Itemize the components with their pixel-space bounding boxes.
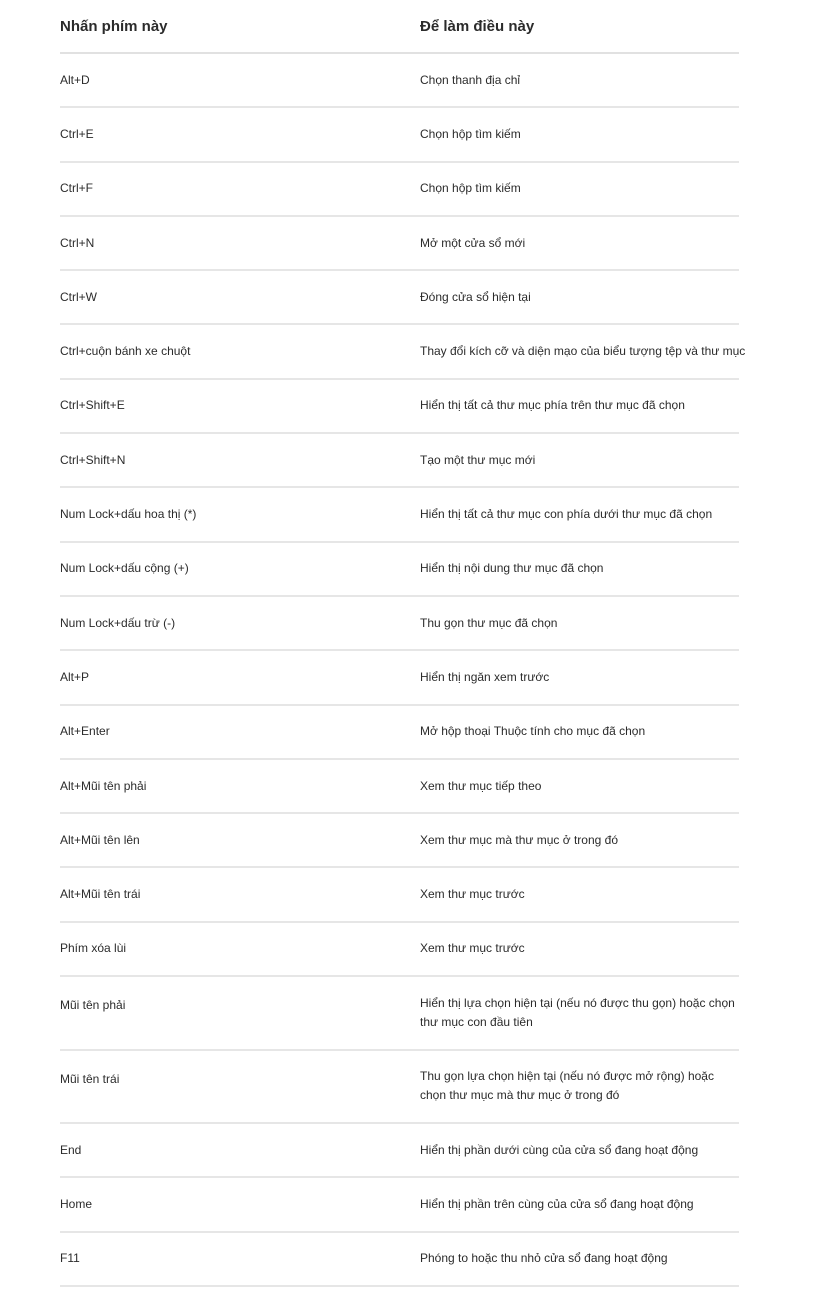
table-row bbox=[60, 759, 739, 813]
table-row bbox=[60, 487, 739, 541]
shortcut-action: Mở hộp thoại Thuộc tính cho mục đã chọn bbox=[420, 705, 739, 759]
shortcut-key: Ctrl+N bbox=[60, 216, 420, 270]
shortcut-key: Alt+Mũi tên lên bbox=[60, 813, 420, 867]
shortcut-key: Mũi tên trái bbox=[60, 1050, 420, 1124]
header-row bbox=[60, 0, 739, 53]
shortcut-action: Chọn hộp tìm kiếm bbox=[420, 162, 739, 216]
table-row bbox=[60, 324, 739, 378]
shortcut-key: Ctrl+cuộn bánh xe chuột bbox=[60, 324, 420, 378]
shortcut-key: Mũi tên phải bbox=[60, 976, 420, 1050]
shortcut-action: Mở một cửa sổ mới bbox=[420, 216, 739, 270]
shortcut-action: Phóng to hoặc thu nhỏ cửa sổ đang hoạt động bbox=[420, 1232, 739, 1286]
table-row bbox=[60, 542, 739, 596]
shortcut-action: Thay đổi kích cỡ và diện mạo của biểu tượng tệp và thư mục bbox=[420, 324, 739, 378]
table-row bbox=[60, 162, 739, 216]
shortcut-key: Ctrl+Shift+N bbox=[60, 433, 420, 487]
shortcut-key: Ctrl+E bbox=[60, 107, 420, 161]
shortcut-key: Home bbox=[60, 1177, 420, 1231]
shortcut-key: F11 bbox=[60, 1232, 420, 1286]
shortcut-table bbox=[60, 0, 746, 1287]
shortcut-action: Xem thư mục trước bbox=[420, 922, 739, 976]
shortcut-key: Alt+D bbox=[60, 53, 420, 107]
shortcut-action: Hiển thị phần trên cùng của cửa sổ đang hoạt động bbox=[420, 1177, 739, 1231]
shortcut-action: Hiển thị nội dung thư mục đã chọn bbox=[420, 542, 739, 596]
shortcut-action: Hiển thị tất cả thư mục phía trên thư mục đã chọn bbox=[420, 379, 739, 433]
table-row bbox=[60, 650, 739, 704]
table-row bbox=[60, 1123, 739, 1177]
shortcut-key: Ctrl+F bbox=[60, 162, 420, 216]
shortcut-action: Chọn thanh địa chỉ bbox=[420, 53, 739, 107]
table-row bbox=[60, 976, 739, 1050]
table-row bbox=[60, 922, 739, 976]
table-row bbox=[60, 813, 739, 867]
shortcut-action: Hiển thị phần dưới cùng của cửa sổ đang hoạt động bbox=[420, 1123, 739, 1177]
table-header bbox=[60, 0, 739, 53]
table-row bbox=[60, 107, 739, 161]
table-row bbox=[60, 867, 739, 921]
shortcut-key: Alt+Mũi tên phải bbox=[60, 759, 420, 813]
shortcut-key: Alt+Mũi tên trái bbox=[60, 867, 420, 921]
shortcut-key: Ctrl+W bbox=[60, 270, 420, 324]
table-body bbox=[60, 53, 746, 1286]
shortcut-key: Num Lock+dấu trừ (-) bbox=[60, 596, 420, 650]
shortcut-key: Alt+Enter bbox=[60, 705, 420, 759]
shortcut-action: Hiển thị lựa chọn hiện tại (nếu nó được thu gọn) hoặc chọn thư mục con đầu tiên bbox=[420, 976, 739, 1050]
shortcut-key: End bbox=[60, 1123, 420, 1177]
table-row bbox=[60, 433, 739, 487]
shortcut-key: Ctrl+Shift+E bbox=[60, 379, 420, 433]
table-row bbox=[60, 596, 739, 650]
shortcut-action: Xem thư mục trước bbox=[420, 867, 739, 921]
shortcut-key: Alt+P bbox=[60, 650, 420, 704]
shortcut-action: Thu gọn thư mục đã chọn bbox=[420, 596, 739, 650]
table-row bbox=[60, 379, 739, 433]
shortcut-action: Thu gọn lựa chọn hiện tại (nếu nó được mở rộng) hoặc chọn thư mục mà thư mục ở trong đó bbox=[420, 1050, 739, 1124]
table-row bbox=[60, 53, 739, 107]
shortcut-key: Phím xóa lùi bbox=[60, 922, 420, 976]
shortcut-action: Hiển thị tất cả thư mục con phía dưới thư mục đã chọn bbox=[420, 487, 739, 541]
table-row bbox=[60, 705, 739, 759]
header-action: Để làm điều này bbox=[420, 0, 739, 53]
table-row bbox=[60, 270, 739, 324]
shortcut-action: Đóng cửa sổ hiện tại bbox=[420, 270, 739, 324]
header-key: Nhấn phím này bbox=[60, 0, 420, 53]
shortcut-action: Xem thư mục mà thư mục ở trong đó bbox=[420, 813, 739, 867]
shortcut-key: Num Lock+dấu hoa thị (*) bbox=[60, 487, 420, 541]
shortcut-action: Xem thư mục tiếp theo bbox=[420, 759, 739, 813]
table-row bbox=[60, 1050, 739, 1124]
shortcut-action: Chọn hộp tìm kiếm bbox=[420, 107, 739, 161]
shortcut-key: Num Lock+dấu cộng (+) bbox=[60, 542, 420, 596]
shortcut-action: Tạo một thư mục mới bbox=[420, 433, 739, 487]
shortcut-action: Hiển thị ngăn xem trước bbox=[420, 650, 739, 704]
table-row bbox=[60, 1232, 739, 1286]
table-row bbox=[60, 1177, 739, 1231]
table-row bbox=[60, 216, 739, 270]
